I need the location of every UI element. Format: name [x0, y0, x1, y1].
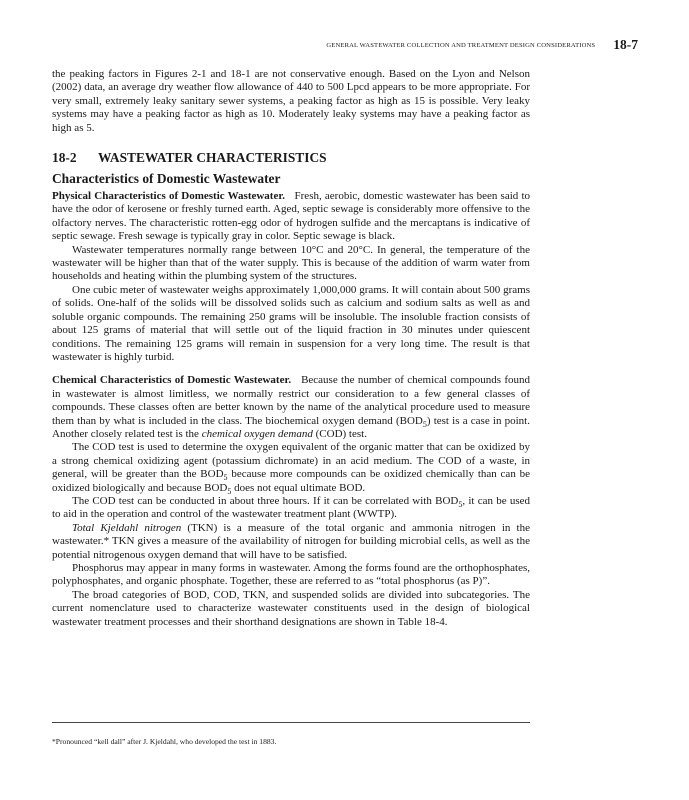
- subsection-heading: Characteristics of Domestic Wastewater: [52, 171, 281, 187]
- section-title: WASTEWATER CHARACTERISTICS: [98, 150, 327, 166]
- physical-paragraph-3: One cubic meter of wastewater weighs approximately 1,000,000 grams. It will contain about 500 grams of solids. One-half of the solids will be dissolved solids such as calcium and sodium salts as well as and soluble organic compounds. The remaining 250 grams will be insoluble. The insoluble fraction consists of about 125 grams of material that will settle out of the liquid fraction in 30 minutes under quiescent conditions. The remaining 125 grams will remain in suspension for a very long time. The result is that wastewater is highly turbid.: [52, 283, 530, 363]
- running-title: GENERAL WASTEWATER COLLECTION AND TREATMENT DESIGN CONSIDERATIONS: [326, 41, 596, 49]
- page-body: [52, 68, 530, 629]
- paragraph-spacer: [52, 364, 530, 374]
- tkn-term: Total Kjeldahl nitrogen: [72, 521, 182, 534]
- subscript-5: 5: [223, 473, 228, 483]
- chemical-heading: Chemical Characteristics of Domestic Wastewater.: [52, 374, 292, 387]
- physical-heading: Physical Characteristics of Domestic Wastewater.: [52, 190, 285, 203]
- chemical-text-1b: ) test is a case in point. Another closely related test is the: [52, 414, 530, 440]
- chemical-paragraph-6: The broad categories of BOD, COD, TKN, and suspended solids are divided into subcategories. The current nomenclature used to characterize wastewater constituents used in the design of biological wastewater treatment processes and their shorthand designations are shown in Table 18-4.: [52, 588, 530, 628]
- section-heading: [52, 150, 530, 166]
- subscript-5: 5: [458, 500, 463, 510]
- subscript-5: 5: [422, 419, 427, 429]
- chemical-paragraph-5: Phosphorus may appear in many forms in wastewater. Among the forms found are the orthophosphates, polyphosphates, and organic phosphate. Together, these are referred to as “total phosphorus (as P)”.: [52, 562, 530, 588]
- chemical-text-2a: The COD test is used to determine the oxygen equivalent of the organic matter that can be oxidized by a strong chemical oxidizing agent (potassium dichromate) in an acid medium. The COD of a waste, in general, will be greater than the BOD: [52, 441, 530, 481]
- footnote-divider: [52, 722, 530, 723]
- intro-paragraph: the peaking factors in Figures 2-1 and 18-1 are not conservative enough. Based on the Lyon and Nelson (2002) data, an average dry weather flow allowance of 440 to 500 Lpcd appears to be more appropriate. For very small, extremely leaky sanitary sewer systems, a peaking factor as high as 15 is possible. Very leaky systems may have a peaking factor as high as 10. Moderately leaky systems may have a peaking factor as high as 5.: [52, 68, 530, 134]
- footnote: *Pronounced “kell dall” after J. Kjeldahl, who developed the test in 1883.: [52, 737, 277, 746]
- chemical-text-1c: (COD) test.: [312, 427, 367, 440]
- physical-paragraph-2: Wastewater temperatures normally range between 10°C and 20°C. In general, the temperature of the wastewater will be higher than that of the water supply. This is because of the addition of warm water from households and heating within the plumbing system of the structures.: [52, 243, 530, 283]
- chemical-text-3a: The COD test can be conducted in about three hours. If it can be correlated with BOD: [72, 494, 459, 507]
- chemical-text-1a: Because the number of chemical compounds found in wastewater is almost limitless, we normally restrict our consideration to a few general classes of compounds. These classes often are better known by the name of the analytical procedure used to measure them than by what is included in the class. The biochemical oxygen demand (BOD: [52, 374, 530, 427]
- page-header: [52, 36, 638, 54]
- chemical-paragraph-2: [52, 441, 530, 495]
- chemical-text-4: (TKN) is a measure of the total organic and ammonia nitrogen in the wastewater.* TKN gives a measure of the availability of nitrogen for building microbial cells, as well as the potential nitrogenous oxygen demand that will have to be satisfied.: [52, 521, 530, 561]
- chemical-paragraph-1: [52, 374, 530, 441]
- chemical-paragraph-3: [52, 495, 530, 522]
- physical-paragraph-1: [52, 190, 530, 244]
- chemical-paragraph-4: [52, 522, 530, 562]
- section-number: 18-2: [52, 150, 77, 166]
- cod-term: chemical oxygen demand: [201, 427, 313, 440]
- subscript-5: 5: [227, 486, 232, 496]
- chemical-text-3b: , it can be used to aid in the operation and control of the wastewater treatment plant (WWTP).: [52, 494, 530, 521]
- physical-text-1: Fresh, aerobic, domestic wastewater has been said to have the odor of kerosene or freshly turned earth. Aged, septic sewage is considerably more offensive to the olfactory nerves. The characteristic rotten-egg odor of hydrogen sulfide and the mercaptans is indicative of septic sewage. Fresh sewage is typically gray in color. Septic sewage is black.: [52, 190, 530, 243]
- page-number: 18-7: [613, 37, 638, 53]
- chemical-text-2b: because more compounds can be oxidized chemically than can be oxidized biologically and because BOD: [52, 468, 530, 494]
- chemical-text-2c: does not equal ultimate BOD.: [231, 481, 366, 494]
